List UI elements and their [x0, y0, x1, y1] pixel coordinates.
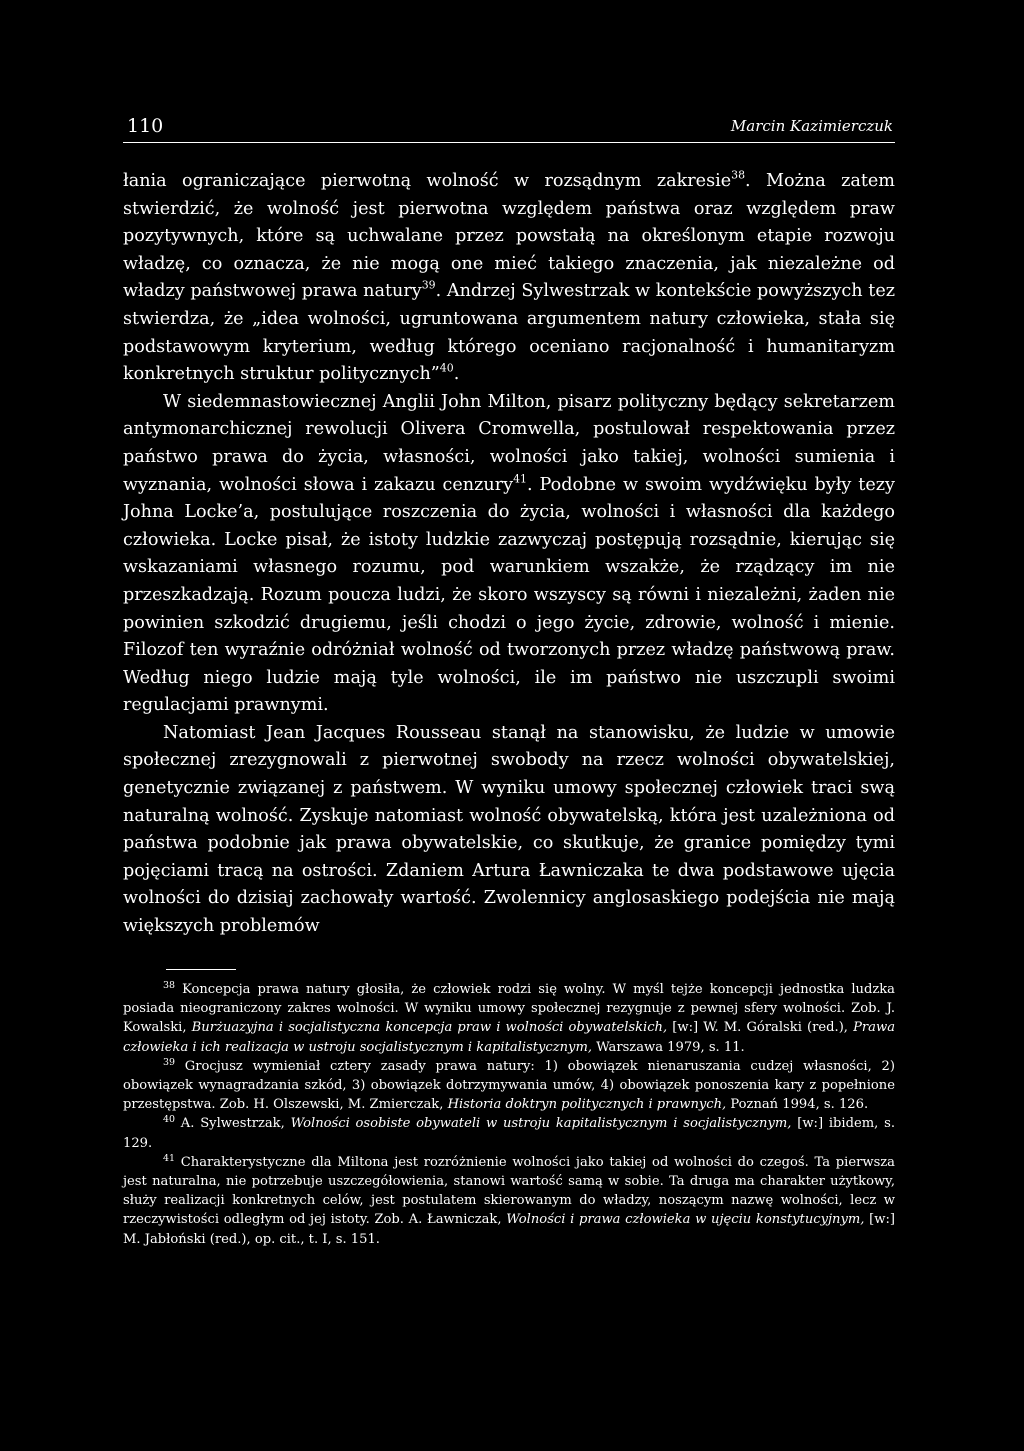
paragraph-1-part-b: . Można zatem stwierdzić, że wolność jest pierwotna względem państwa oraz względem praw pozytywnych, które są uchwalane przez powstałą na określonym etapie rozwoju władzę, co oznacza, że nie mogą one mieć takiego znaczenia, jak niezależne od władzy państwowej prawa natury: [123, 171, 895, 302]
paragraph-1-part-c: . Andrzej Sylwestrzak w kontekście powyższych tez stwierdza, że „idea wolności, ugruntowana argumentem natury człowieka, stała się podstawowym kryterium, według którego oceniano racjonalność i humanitaryzm konkretnych struktur politycznych”: [123, 281, 895, 385]
main-text: [123, 168, 895, 941]
footnote-39: [123, 1057, 895, 1115]
footnote-ref-40: 40: [439, 361, 454, 375]
footnote-38-title-2: Prawa człowieka i ich realizacja w ustroju socjalistycznym i kapitalistycznym,: [123, 1020, 895, 1055]
footnote-38-text-1: Koncepcja prawa natury głosiła, że człowiek rodzi się wolny. W myśl tejże koncepcji jednostka ludzka posiada nieograniczony zakres wolności. W wyniku umowy społecznej rezygnuje z pewnej sfery wolności. Zob. J. Kowalski,: [123, 982, 895, 1036]
page-header: [123, 112, 895, 143]
footnote-39-text-1: Grocjusz wymieniał cztery zasady prawa natury: 1) obowiązek nienaruszania cudzej własności, 2) obowiązek wynagradzania szkód, 3) obowiązek dotrzymywania umów, 4) obowiązek ponoszenia kary z popełnione przestępstwa. Zob. H. Olszewski, M. Zmierczak,: [123, 1058, 895, 1113]
footnote-41-title-1: Wolności i prawa człowieka w ujęciu konstytucyjnym,: [506, 1212, 865, 1228]
footnote-38-number: 38: [163, 979, 175, 991]
running-head-author: Marcin Kazimierczuk: [730, 117, 893, 135]
footnote-40: [123, 1114, 895, 1152]
page-number: 110: [127, 115, 164, 137]
footnote-38-title-1: Burżuazyjna i socjalistyczna koncepcja praw i wolności obywatelskich,: [191, 1020, 668, 1036]
footnote-ref-41: 41: [513, 471, 527, 485]
paragraph-2-part-a: W siedemnastowiecznej Anglii John Milton, pisarz polityczny będący sekretarzem antymonarchicznej rewolucji Olivera Cromwella, postulował respektowania przez państwo prawa do życia, własności, wolności jako takiej, wolności sumienia i wyznania, wolności słowa i zakazu cenzury: [123, 391, 895, 495]
footnote-38-text-2: [w:] W. M. Góralski (red.),: [667, 1020, 854, 1036]
paragraph-2-part-b: . Podobne w swoim wydźwięku były tezy Johna Locke’a, postulujące roszczenia do życia, wolności i własności dla każdego człowieka. Locke pisał, że istoty ludzkie zazwyczaj postępują rozsądnie, kierując się wskazaniami własnego rozumu, pod warunkiem wszakże, że rządzący im nie przeszkadzają. Rozum poucza ludzi, że skoro wszyscy są równi i niezależni, żaden nie powinien szkodzić drugiemu, jeśli chodzi o jego życie, zdrowie, wolność i mienie. Filozof ten wyraźnie odróżniał wolność od tworzonych przez władzę państwową praw. Według niego ludzie mają tyle wolności, ile im państwo nie uszczupli swoimi regulacjami prawnymi.: [123, 474, 895, 716]
footnote-39-number: 39: [163, 1056, 175, 1068]
footnote-39-title-1: Historia doktryn politycznych i prawnych,: [447, 1097, 727, 1113]
footnote-41-text-2: [w:] M. Jabłoński (red.), op. cit., t. I, s. 151.: [123, 1212, 896, 1247]
footnote-41-text-1: Charakterystyczne dla Miltona jest rozróżnienie wolności jako takiej od wolności do czegoś. Ta pierwsza jest naturalna, nie potrzebuje uszczegółowienia, stanowi wartość samą w sobie. Ta druga ma charakter użytkowy, służy realizacji konkretnych celów, jest postulatem skierowanym do władzy, noszącym nazwę wolności, lecz w rzeczywistości odległym od jej istoty. Zob. A. Ławniczak,: [123, 1154, 895, 1228]
paragraph-1-part-a: łania ograniczające pierwotną wolność w rozsądnym zakresie: [123, 171, 732, 191]
paragraph-1: [123, 168, 895, 389]
paragraph-3: Natomiast Jean Jacques Rousseau stanął na stanowisku, że ludzie w umowie społecznej zrezygnowali z pierwotnej swobody na rzecz wolności obywatelskiej, genetycznie związanej z państwem. W wyniku umowy społecznej człowiek traci swą naturalną wolność. Zyskuje natomiast wolność obywatelską, która jest uzależniona od państwa podobnie jak prawa obywatelskie, co skutkuje, że granice pomiędzy tymi pojęciami tracą na ostrości. Zdaniem Artura Ławniczaka te dwa podstawowe ujęcia wolności do dzisiaj zachowały wartość. Zwolennicy anglosaskiego podejścia nie mają większych problemów: [123, 722, 895, 937]
footnotes: [123, 980, 895, 1249]
footnote-38-text-3: Warszawa 1979, s. 11.: [592, 1039, 745, 1055]
footnote-ref-38: 38: [731, 168, 746, 182]
footnote-38: [123, 980, 895, 1057]
footnote-41: [123, 1153, 895, 1249]
paragraph-1-part-d: .: [453, 364, 460, 385]
footnote-41-number: 41: [163, 1152, 175, 1164]
footnote-40-text-2: [w:] ibidem, s. 129.: [123, 1116, 895, 1151]
footnote-39-text-2: Poznań 1994, s. 126.: [726, 1097, 869, 1113]
paragraph-2: [123, 389, 895, 720]
footnote-40-title-1: Wolności osobiste obywateli w ustroju kapitalistycznym i socjalistycznym,: [290, 1116, 792, 1132]
footnote-40-number: 40: [163, 1114, 175, 1126]
footnote-40-text-1: A. Sylwestrzak,: [175, 1116, 291, 1132]
footnote-ref-39: 39: [421, 278, 436, 292]
footnote-separator: [166, 969, 236, 970]
